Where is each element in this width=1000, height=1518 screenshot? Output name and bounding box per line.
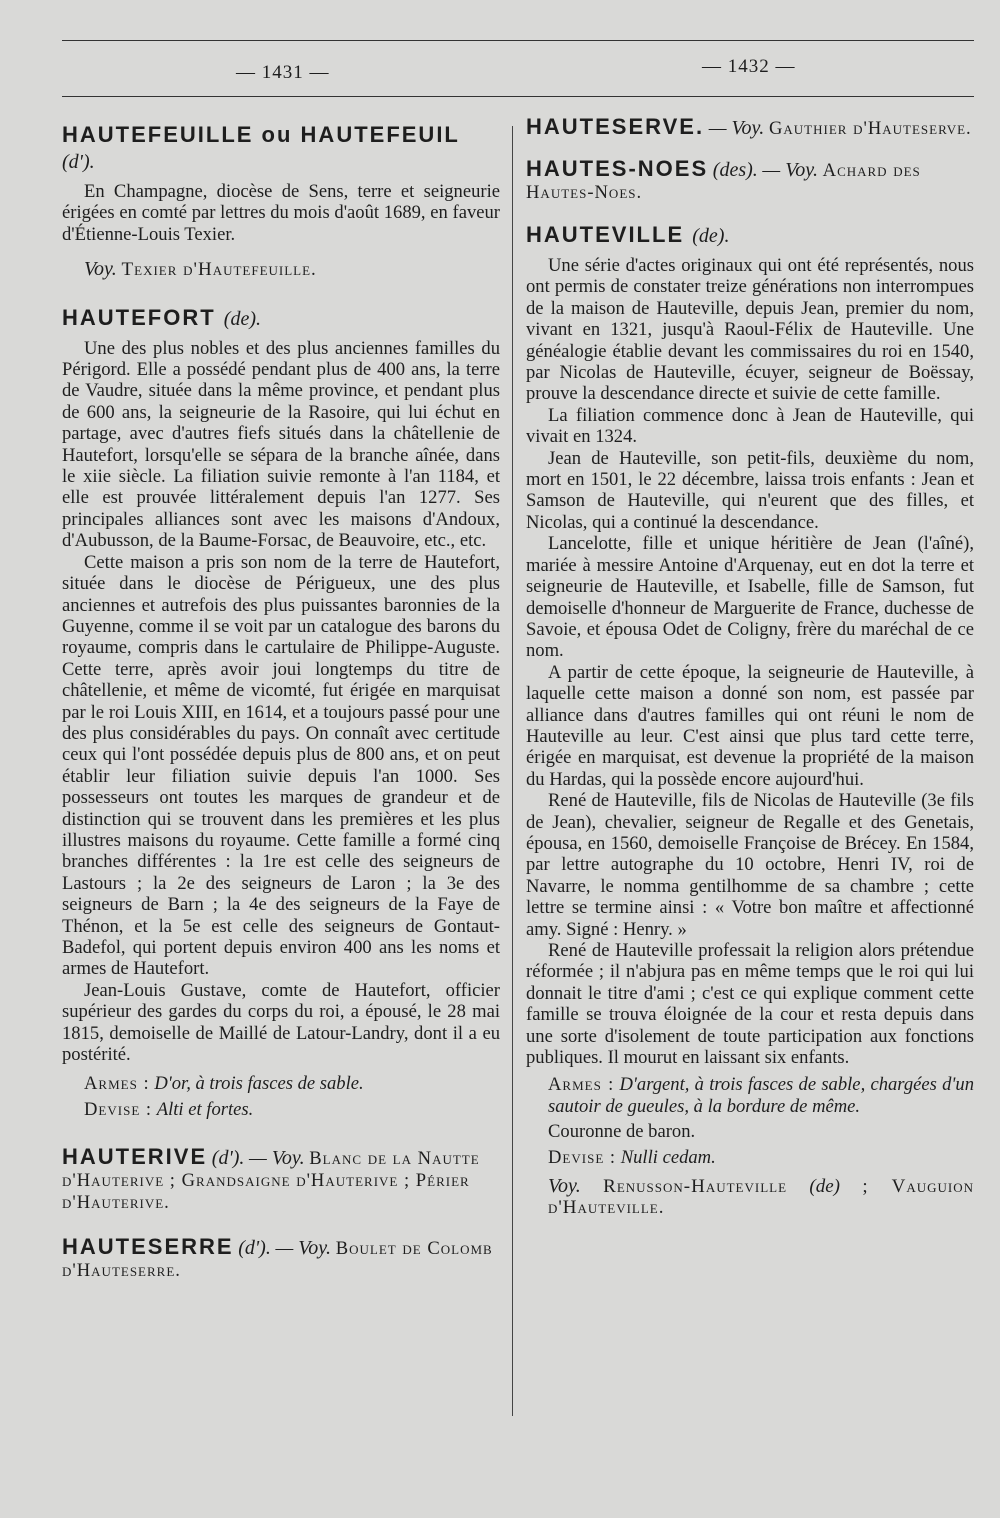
entry-title <box>526 116 974 140</box>
arms-line <box>548 1074 974 1117</box>
motto-text: Nulli cedam. <box>620 1146 716 1168</box>
entry-hauteserre <box>62 1236 500 1282</box>
voy-label: — Voy. <box>708 117 765 139</box>
reference-text: Texier d'Hautefeuille. <box>121 259 317 281</box>
reference-text: Blanc de la Nautte d'Hauterive ; Grandsaigne d'Hauterive ; Périer d'Hauterive. <box>62 1148 480 1214</box>
motto-text: Alti et fortes. <box>156 1098 254 1120</box>
paragraph: La filiation commence donc à Jean de Hauteville, qui vivait en 1324. <box>526 404 974 448</box>
motto-label: Devise : <box>84 1098 153 1120</box>
paragraph: Jean-Louis Gustave, comte de Hautefort, officier supérieur des gardes du corps du roi, a épousé, le 28 mai 1815, demoiselle de Maillé de Latour-Landry, dont il a eu postérité. <box>62 979 500 1066</box>
particle: (de). <box>692 225 730 247</box>
reference-text: Gauthier d'Hauteserve. <box>768 118 972 139</box>
header-rule <box>62 96 974 97</box>
top-rule <box>62 40 974 41</box>
headword: HAUTEFORT <box>62 304 216 330</box>
entry-hauteserve <box>526 116 974 140</box>
voy-label: Voy. <box>548 1175 581 1198</box>
paragraph: Une série d'actes originaux qui ont été représentés, nous ont permis de constater treize générations non interrompues de la maison de Hauteville, depuis Jean, premier du nom, vivant en 1321, jusqu'à Raoul-Félix de Hauteville. Une généalogie établie devant les commissaires du roi en 1540, par Nicolas de Hauteville, écuyer, seigneur de Boëssay, prouve la descendance directe et suivie de cette famille. <box>526 255 974 405</box>
voy-label: — Voy. <box>762 159 818 181</box>
voy-label: — Voy. <box>275 1237 332 1260</box>
entry-title <box>62 305 500 332</box>
entry-hauteville <box>526 222 974 1219</box>
cross-reference <box>84 259 500 280</box>
voy-label: Voy. <box>84 258 117 281</box>
particle: (d'). <box>211 1147 245 1170</box>
arms-text: D'argent, à trois fasces de sable, chargées d'un sautoir de gueules, à la bordure de même. <box>548 1074 974 1117</box>
particle: (d'). <box>238 1237 271 1260</box>
voy-label: — Voy. <box>249 1147 305 1170</box>
entry-title <box>62 1236 500 1282</box>
entry-hauterive <box>62 1146 500 1214</box>
entry-title <box>526 158 974 204</box>
crown-line: Couronne de baron. <box>548 1121 696 1143</box>
paragraph: René de Hauteville professait la religion alors prétendue réformée ; il n'abjura pas en même temps que le roi qui lui donnait le titre d'ami ; c'est ce qui explique comment cette famille se trouva éloignée de la cour et resta depuis dans une sorte d'isolement de toute participation aux fonctions publiques. Il mourut en laissant six enfants. <box>526 940 974 1069</box>
headword: HAUTERIVE <box>62 1144 208 1170</box>
particle: (des). <box>712 159 758 181</box>
motto-label: Devise : <box>548 1146 617 1168</box>
reference-text: Boulet de Colomb d'Hauteserre. <box>62 1238 493 1282</box>
paragraph: Une des plus nobles et des plus anciennes familles du Périgord. Elle a possédé pendant plus de 400 ans, la terre de Vaudre, située dans la même province, et pendant plus de 600 ans, la seigneurie de la Rasoire, qui lui échut en partage, avec d'autres fiefs situés dans la châtellenie de Hautefort, lorsqu'elle se sépara de la branche aînée, dans le xiie siècle. La filiation suivie remonte à l'an 1184, et elle est prouvée littéralement depuis l'an 1277. Ses principales alliances sont avec les maisons d'Andoux, d'Aubusson, de la Baume-Forsac, de Beauvoire, etc., etc. <box>62 337 500 552</box>
entry-title <box>526 222 974 249</box>
entry-text: En Champagne, diocèse de Sens, terre et seigneurie érigées en comté par lettres du mois d'août 1689, en faveur d'Étienne-Louis Texier. <box>62 181 500 245</box>
headword: HAUTEFEUILLE ou HAUTEFEUIL <box>62 122 460 147</box>
reference-particle: (de) <box>809 1176 840 1198</box>
reference-text: Renusson-Hauteville <box>603 1176 788 1198</box>
cross-reference <box>548 1176 974 1219</box>
paragraph: Lancelotte, fille et unique héritière de Jean (l'aîné), mariée à messire Antoine d'Arquenay, eut en dot la terre et seigneurie de Hauteville, et Isabelle, fille de Samson, fut demoiselle d'honneur de Marguerite de France, duchesse de Savoie, et épousa Odet de Coligny, frère du maréchal de ce nom. <box>526 533 974 662</box>
paragraph: A partir de cette époque, la seigneurie de Hauteville, à laquelle cette maison a donné son nom, est passée par alliance dans d'autres familles qui ont réuni le nom de Hauteville au leur. C'est ainsi que plus tard cette terre, érigée en marquisat, est devenue la propriété de la maison du Hardas, qui la possède encore aujourd'hui. <box>526 661 974 790</box>
left-column <box>62 112 500 1300</box>
headword: HAUTEVILLE <box>526 222 685 247</box>
particle: (d'). <box>62 151 95 173</box>
entry-title <box>62 122 500 175</box>
entry-hautes-noes <box>526 158 974 204</box>
motto-line <box>84 1099 500 1120</box>
arms-label: Armes : <box>548 1074 615 1096</box>
headword: HAUTES-NOES <box>526 156 709 181</box>
paragraph: René de Hauteville, fils de Nicolas de Hauteville (3e fils de Jean), chevalier, seigneur de Regalle et des Genetais, épousa, en 1560, demoiselle Françoise de Brécey. En 1584, par lettre autographe du 10 octobre, Henri IV, roi de Navarre, le nomma gentilhomme de sa chambre ; cette lettre se termine ainsi : « Votre bon maître et affectionné amy. Signé : Henry. » <box>526 790 974 940</box>
entry-hautefort <box>62 305 500 1121</box>
right-column <box>526 112 974 1237</box>
arms-line <box>84 1073 500 1094</box>
particle: (de). <box>223 307 261 330</box>
reference-text: Achard des Hautes-Noes. <box>526 160 921 203</box>
arms-text: D'or, à trois fasces de sable. <box>154 1073 364 1095</box>
page-number-right: — 1432 — <box>702 56 796 77</box>
column-divider <box>512 126 513 1416</box>
page-number-left: — 1431 — <box>236 62 330 83</box>
arms-label: Armes : <box>84 1073 150 1095</box>
entry-title <box>62 1146 500 1214</box>
paragraph: Cette maison a pris son nom de la terre de Hautefort, située dans le diocèse de Périgueux, une des plus anciennes et autrefois des plus puissantes baronnies de la Guyenne, comme il se voit par un catalogue des barons du royaume, compris dans le cartulaire de Philippe-Auguste. Cette terre, après avoir joui longtemps du titre de châtellenie, et même de vicomté, fut érigée en marquisat par le roi Louis XIII, en 1614, et a toujours passé pour une des plus considérables du pays. On connaît avec certitude ceux qui l'ont possédée depuis plus de 800 ans, et on peut établir leur filiation suivie depuis l'an 1000. Ses possesseurs ont toutes les marques de grandeur et de distinction qui se trouvent dans les premières et les plus illustres maisons du royaume. Cette famille a formé cinq branches différentes : la 1re est celle des seigneurs de Lastours ; la 2e des seigneurs de Laron ; la 3e des seigneurs de Barn ; la 4e des seigneurs de la Faye de Thénon, et la 5e est celle des seigneurs de Gontaut-Badefol, qui portent depuis environ 400 ans les noms et armes de Hautefort. <box>62 551 500 980</box>
motto-line <box>548 1147 974 1168</box>
paragraph: Jean de Hauteville, son petit-fils, deuxième du nom, mort en 1501, le 22 décembre, laissa trois enfants : Jean et Samson de Hauteville, qui n'eurent que des filles, et Nicolas, qui a continué la descendance. <box>526 447 974 533</box>
entry-hautefeuille <box>62 122 500 281</box>
headword: HAUTESERRE <box>62 1234 234 1260</box>
headword: HAUTESERVE. <box>526 114 705 139</box>
reference-text: ; Vauguion d'Hauteville. <box>548 1176 974 1219</box>
